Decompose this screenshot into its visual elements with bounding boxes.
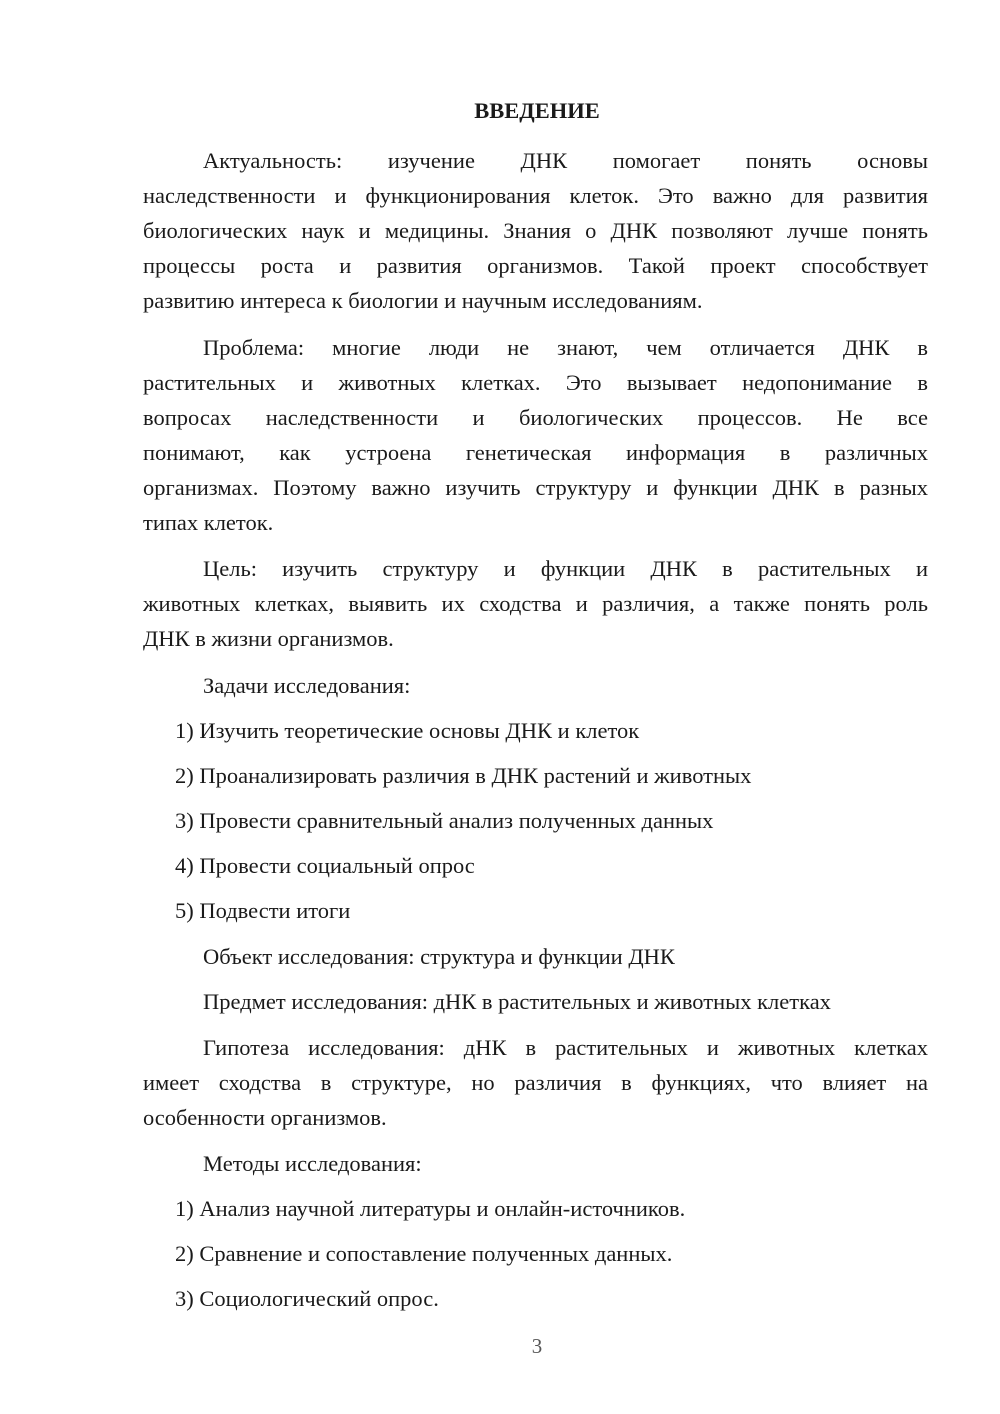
list-item: 1) Изучить теоретические основы ДНК и клеток [175,718,640,743]
text-line: имеет сходства в структуре, но различия в функциях, что влияет на [143,1070,928,1095]
text-line: процессы роста и развития организмов. Такой проект способствует [143,253,928,278]
text-line: наследственности и функционирования клеток. Это важно для развития [143,183,928,208]
text-line: растительных и животных клетках. Это вызывает недопонимание в [143,370,928,395]
text-line: Гипотеза исследования: дНК в растительных и животных клетках [203,1035,928,1060]
text-line: биологических наук и медицины. Знания о ДНК позволяют лучше понять [143,218,928,243]
text-line: развитию интереса к биологии и научным исследованиям. [143,288,703,313]
text-line: организмах. Поэтому важно изучить структуру и функции ДНК в разных [143,475,928,500]
list-item: 1) Анализ научной литературы и онлайн-источников. [175,1196,686,1221]
list-item: 3) Социологический опрос. [175,1286,439,1311]
text-line: вопросах наследственности и биологических процессов. Не все [143,405,928,430]
text-line: Цель: изучить структуру и функции ДНК в растительных и [203,556,928,581]
text-line: понимают, как устроена генетическая информация в различных [143,440,928,465]
text-line: животных клетках, выявить их сходства и различия, а также понять роль [143,591,928,616]
list-item: 2) Сравнение и сопоставление полученных данных. [175,1241,673,1266]
methods-heading: Методы исследования: [203,1151,422,1176]
text-line: особенности организмов. [143,1105,387,1130]
text-line: Проблема: многие люди не знают, чем отличается ДНК в [203,335,928,360]
tasks-heading: Задачи исследования: [203,673,411,698]
research-object: Объект исследования: структура и функции ДНК [203,944,675,969]
list-item: 4) Провести социальный опрос [175,853,475,878]
list-item: 2) Проанализировать различия в ДНК растений и животных [175,763,752,788]
list-item: 3) Провести сравнительный анализ полученных данных [175,808,714,833]
page-number: 3 [531,1334,543,1358]
text-line: типах клеток. [143,510,274,535]
page-title: ВВЕДЕНИЕ [474,98,600,123]
list-item: 5) Подвести итоги [175,898,351,923]
text-line: Актуальность: изучение ДНК помогает понять основы [203,148,928,173]
text-line: ДНК в жизни организмов. [143,626,394,651]
research-subject: Предмет исследования: дНК в растительных и животных клетках [203,989,831,1014]
